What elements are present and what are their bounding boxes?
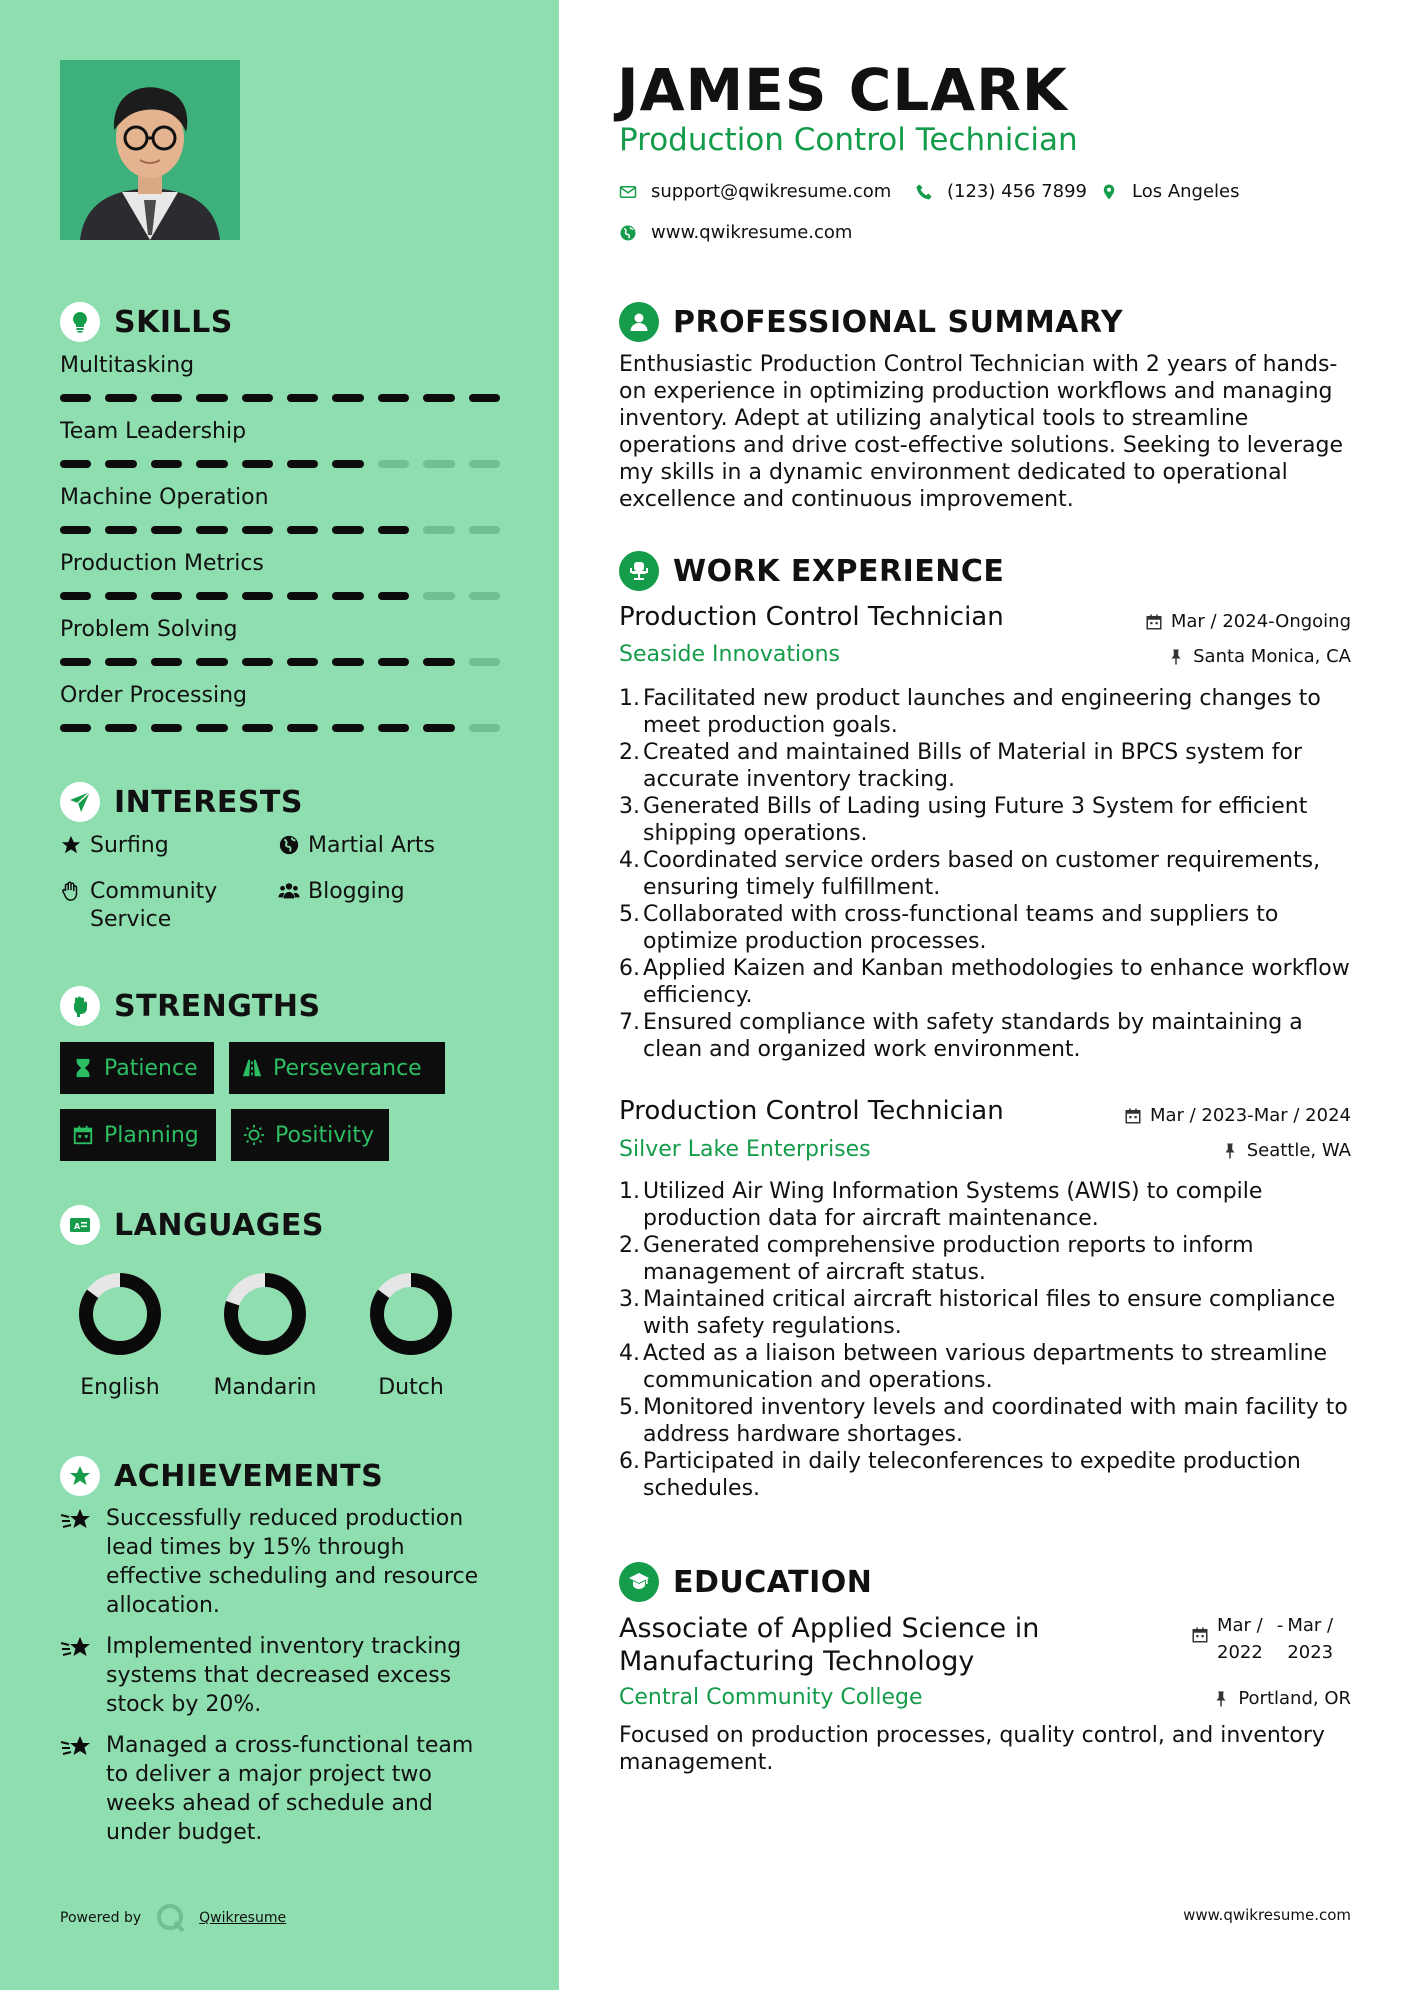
paper-plane-icon <box>60 782 100 822</box>
skill-dash-filled <box>60 460 91 468</box>
job-title: Production Control Technician <box>619 602 1004 632</box>
skill-name: Machine Operation <box>60 485 269 510</box>
calendar-icon <box>1124 1107 1142 1125</box>
skill-dash-empty <box>469 724 500 732</box>
star-icon <box>60 832 90 864</box>
achievement-text: Implemented inventory tracking systems that decreased excess stock by 20%. <box>106 1634 462 1717</box>
sun-icon <box>243 1124 265 1146</box>
calendar-icon <box>72 1124 94 1146</box>
achievement-text: Successfully reduced production lead times by 15% through effective scheduling and resource allocation. <box>106 1506 479 1618</box>
road-icon <box>241 1057 263 1079</box>
job-bullet: 7. Ensured compliance with safety standards by maintaining a clean and organized work environment. <box>619 1010 1303 1062</box>
skill-dash-empty <box>469 460 500 468</box>
skill-dash-filled <box>196 724 227 732</box>
skill-dash-filled <box>378 592 409 600</box>
contact-email[interactable] <box>619 181 891 202</box>
skill-dash-filled <box>378 526 409 534</box>
skill-dash-filled <box>196 658 227 666</box>
hand-icon <box>60 878 90 934</box>
skill-dash-filled <box>151 394 182 402</box>
summary-title: PROFESSIONAL SUMMARY <box>673 304 1124 340</box>
job-location <box>1167 646 1351 667</box>
shooting-star-icon <box>60 1504 106 1620</box>
interest-label: Surfing <box>90 833 169 858</box>
user-icon <box>619 302 659 342</box>
education-location <box>1212 1688 1351 1709</box>
language-item <box>50 1269 190 1400</box>
email-text: support@qwikresume.com <box>651 181 892 202</box>
job-location-text: Santa Monica, CA <box>1193 646 1351 667</box>
skill-name: Production Metrics <box>60 551 264 576</box>
skill-dash-filled <box>423 394 454 402</box>
phone-text: (123) 456 7899 <box>947 181 1088 202</box>
summary-text: Enthusiastic Production Control Technician with 2 years of hands-on experience in optimizing production workflows and managing inventory. Adept at utilizing analytical tools to streamline operations and drive cost-effective solutions. Seeking to leverage my skills in a dynamic environment dedicated to operational excellence and continuous improvement. <box>619 352 1343 512</box>
fist-icon <box>60 986 100 1026</box>
language-item <box>341 1269 481 1400</box>
interest-item <box>60 878 260 934</box>
users-icon <box>278 878 308 910</box>
skill-dash-filled <box>287 526 318 534</box>
skill-dash-filled <box>287 460 318 468</box>
job-bullet: 6. Participated in daily teleconferences to expedite production schedules. <box>619 1449 1301 1501</box>
skill-dash-filled <box>60 526 91 534</box>
phone-icon <box>915 183 933 201</box>
star-badge-icon <box>60 1456 100 1496</box>
interests-title: INTERESTS <box>114 784 303 820</box>
sidebar <box>0 0 559 1990</box>
globe-icon <box>278 832 308 864</box>
skill-dash-empty <box>469 526 500 534</box>
skill-dash-filled <box>469 394 500 402</box>
skills-title: SKILLS <box>114 304 233 340</box>
calendar-icon <box>1191 1626 1209 1644</box>
skill-dash-empty <box>469 592 500 600</box>
skill-level-bar <box>60 592 500 600</box>
strength-tag <box>229 1042 445 1094</box>
job-bullet: 2. Generated comprehensive production reports to inform management of aircraft status. <box>619 1233 1254 1285</box>
strength-tag <box>60 1109 216 1161</box>
language-donut <box>75 1269 165 1359</box>
skill-level-bar <box>60 460 500 468</box>
skill-dash-filled <box>196 394 227 402</box>
interest-label: Blogging <box>308 879 405 904</box>
skill-dash-filled <box>105 526 136 534</box>
job-bullet: 4. Coordinated service orders based on customer requirements, ensuring timely fulfillment. <box>619 848 1321 900</box>
skill-dash-filled <box>378 394 409 402</box>
skill-dash-empty <box>469 658 500 666</box>
skill-dash-filled <box>242 460 273 468</box>
globe-icon <box>619 224 637 242</box>
job-bullet: 1. Facilitated new product launches and engineering changes to meet production goals. <box>619 686 1321 738</box>
skill-name: Team Leadership <box>60 419 247 444</box>
envelope-icon <box>619 183 637 201</box>
achievement-text: Managed a cross-functional team to deliver a major project two weeks ahead of schedule and under budget. <box>106 1733 474 1845</box>
skill-dash-empty <box>423 460 454 468</box>
skill-dash-filled <box>332 592 363 600</box>
job-date-text: Mar / 2023-Mar / 2024 <box>1149 1105 1351 1126</box>
skill-dash-empty <box>423 526 454 534</box>
strength-tag <box>231 1109 389 1161</box>
job-bullet: 5. Collaborated with cross-functional teams and suppliers to optimize production processes. <box>619 902 1279 954</box>
skill-dash-filled <box>287 658 318 666</box>
job-location-text: Seattle, WA <box>1246 1140 1351 1161</box>
skill-dash-filled <box>105 460 136 468</box>
interest-label: Community Service <box>90 879 218 932</box>
skill-dash-filled <box>242 394 273 402</box>
languages-heading <box>60 1205 324 1245</box>
footer-url[interactable]: www.qwikresume.com <box>1183 1906 1351 1924</box>
skill-dash-empty <box>423 592 454 600</box>
map-pin-icon <box>1100 183 1118 201</box>
pushpin-icon <box>1221 1142 1239 1160</box>
job-company: Silver Lake Enterprises <box>619 1137 871 1162</box>
education-description: Focused on production processes, quality control, and inventory management. <box>619 1723 1325 1775</box>
contact-website[interactable] <box>619 222 852 243</box>
skill-level-bar <box>60 724 500 732</box>
graduate-icon <box>619 1562 659 1602</box>
skill-item <box>60 682 500 732</box>
skill-level-bar <box>60 394 500 402</box>
skill-level-bar <box>60 658 500 666</box>
job-bullets <box>619 1178 1364 1502</box>
job-title: Production Control Technician <box>619 1096 1004 1126</box>
skill-dash-filled <box>60 394 91 402</box>
skill-dash-filled <box>242 526 273 534</box>
job-date <box>1124 1105 1351 1126</box>
lightbulb-icon <box>60 302 100 342</box>
pushpin-icon <box>1167 648 1185 666</box>
pushpin-icon <box>1212 1690 1230 1708</box>
skill-name: Order Processing <box>60 683 247 708</box>
job-bullet: 4. Acted as a liaison between various departments to streamline communication and operations. <box>619 1341 1328 1393</box>
strengths-heading <box>60 986 321 1026</box>
skill-dash-filled <box>332 658 363 666</box>
achievement-item <box>60 1632 500 1719</box>
achievements-title: ACHIEVEMENTS <box>114 1458 384 1494</box>
language-name: Dutch <box>378 1375 444 1400</box>
skill-dash-filled <box>332 394 363 402</box>
job-date-text: Mar / 2024-Ongoing <box>1170 611 1351 632</box>
job-bullet: 6. Applied Kaizen and Kanban methodologies to enhance workflow efficiency. <box>619 956 1350 1008</box>
job-bullets <box>619 685 1364 1063</box>
languages-title: LANGUAGES <box>114 1207 324 1243</box>
strength-label: Planning <box>104 1122 199 1148</box>
skill-dash-filled <box>60 658 91 666</box>
experience-heading <box>619 551 1004 591</box>
skill-item <box>60 352 500 402</box>
education-start: Mar / 2022 <box>1217 1615 1263 1663</box>
skill-dash-filled <box>196 592 227 600</box>
job-company: Seaside Innovations <box>619 642 840 667</box>
candidate-role: Production Control Technician <box>619 122 1078 158</box>
education-heading <box>619 1562 872 1602</box>
strength-tag <box>60 1042 214 1094</box>
skill-dash-filled <box>105 394 136 402</box>
skill-item <box>60 484 500 534</box>
language-icon <box>60 1205 100 1245</box>
interest-item <box>60 832 169 864</box>
skill-item <box>60 550 500 600</box>
language-name: English <box>80 1375 160 1400</box>
skill-dash-filled <box>332 526 363 534</box>
skill-dash-filled <box>423 724 454 732</box>
skill-dash-filled <box>378 724 409 732</box>
skill-name: Problem Solving <box>60 617 238 642</box>
website-text: www.qwikresume.com <box>651 222 853 243</box>
job-bullet: 3. Maintained critical aircraft historical files to ensure compliance with safety regulations. <box>619 1287 1336 1339</box>
skill-dash-filled <box>423 658 454 666</box>
strength-label: Perseverance <box>273 1055 422 1081</box>
skill-dash-filled <box>242 724 273 732</box>
skill-item <box>60 418 500 468</box>
skill-dash-filled <box>378 658 409 666</box>
skill-dash-filled <box>151 658 182 666</box>
education-end: Mar / 2023 <box>1287 1615 1334 1663</box>
job-bullet: 2. Created and maintained Bills of Material in BPCS system for accurate inventory tracking. <box>619 740 1303 792</box>
interest-item <box>278 832 435 864</box>
education-degree: Associate of Applied Science in Manufacturing Technology <box>619 1613 1040 1677</box>
skill-dash-filled <box>287 592 318 600</box>
skill-dash-filled <box>151 724 182 732</box>
education-school: Central Community College <box>619 1685 923 1710</box>
powered-by-label: Powered by <box>60 1910 142 1926</box>
skill-name: Multitasking <box>60 353 195 378</box>
job-bullet: 5. Monitored inventory levels and coordinated with main facility to address hardware shortages. <box>619 1395 1348 1447</box>
achievements-heading <box>60 1456 383 1496</box>
job-date <box>1145 611 1351 632</box>
skill-dash-filled <box>287 394 318 402</box>
shooting-star-icon <box>60 1632 106 1719</box>
skill-dash-filled <box>287 724 318 732</box>
skill-item <box>60 616 500 666</box>
job-bullet: 1. Utilized Air Wing Information Systems (AWIS) to compile production data for aircraft maintenance. <box>619 1179 1263 1231</box>
skills-heading <box>60 302 233 342</box>
location-text: Los Angeles <box>1132 181 1240 202</box>
skill-dash-filled <box>60 592 91 600</box>
education-title: EDUCATION <box>673 1564 873 1600</box>
strength-label: Positivity <box>275 1122 375 1148</box>
chair-icon <box>619 551 659 591</box>
strength-label: Patience <box>104 1055 198 1081</box>
education-date-separator: - <box>1276 1615 1284 1636</box>
education-date <box>1191 1612 1333 1666</box>
strengths-title: STRENGTHS <box>114 988 321 1024</box>
skill-dash-filled <box>242 658 273 666</box>
qwikresume-logo-icon <box>155 1902 187 1934</box>
experience-title: WORK EXPERIENCE <box>673 553 1005 589</box>
shooting-star-icon <box>60 1731 106 1847</box>
skill-dash-filled <box>332 460 363 468</box>
profile-photo <box>60 60 240 240</box>
powered-by <box>60 1902 286 1934</box>
skill-dash-filled <box>105 592 136 600</box>
skill-level-bar <box>60 526 500 534</box>
interests-heading <box>60 782 303 822</box>
achievement-item <box>60 1731 500 1847</box>
achievement-item <box>60 1504 500 1620</box>
qwikresume-link[interactable]: Qwikresume <box>199 1910 287 1926</box>
job-location <box>1221 1140 1351 1161</box>
skill-dash-filled <box>332 724 363 732</box>
skill-dash-filled <box>105 658 136 666</box>
skill-dash-filled <box>151 592 182 600</box>
hourglass-icon <box>72 1057 94 1079</box>
svg-text:A: A <box>74 1222 81 1231</box>
summary-heading <box>619 302 1123 342</box>
main-content <box>559 0 1407 1990</box>
contact-location <box>1100 181 1240 202</box>
skill-dash-filled <box>60 724 91 732</box>
skill-dash-filled <box>196 526 227 534</box>
language-item <box>195 1269 335 1400</box>
language-donut <box>366 1269 456 1359</box>
skill-dash-filled <box>196 460 227 468</box>
language-donut <box>220 1269 310 1359</box>
interest-label: Martial Arts <box>308 833 436 858</box>
skill-dash-filled <box>151 526 182 534</box>
calendar-icon <box>1145 613 1163 631</box>
skill-dash-filled <box>105 724 136 732</box>
skill-dash-empty <box>378 460 409 468</box>
candidate-name: JAMES CLARK <box>617 56 1068 124</box>
language-name: Mandarin <box>213 1375 317 1400</box>
interest-item <box>278 878 405 910</box>
education-location-text: Portland, OR <box>1238 1688 1351 1709</box>
skill-dash-filled <box>151 460 182 468</box>
skill-dash-filled <box>242 592 273 600</box>
job-bullet: 3. Generated Bills of Lading using Future 3 System for efficient shipping operations. <box>619 794 1308 846</box>
contact-phone[interactable] <box>915 181 1087 202</box>
